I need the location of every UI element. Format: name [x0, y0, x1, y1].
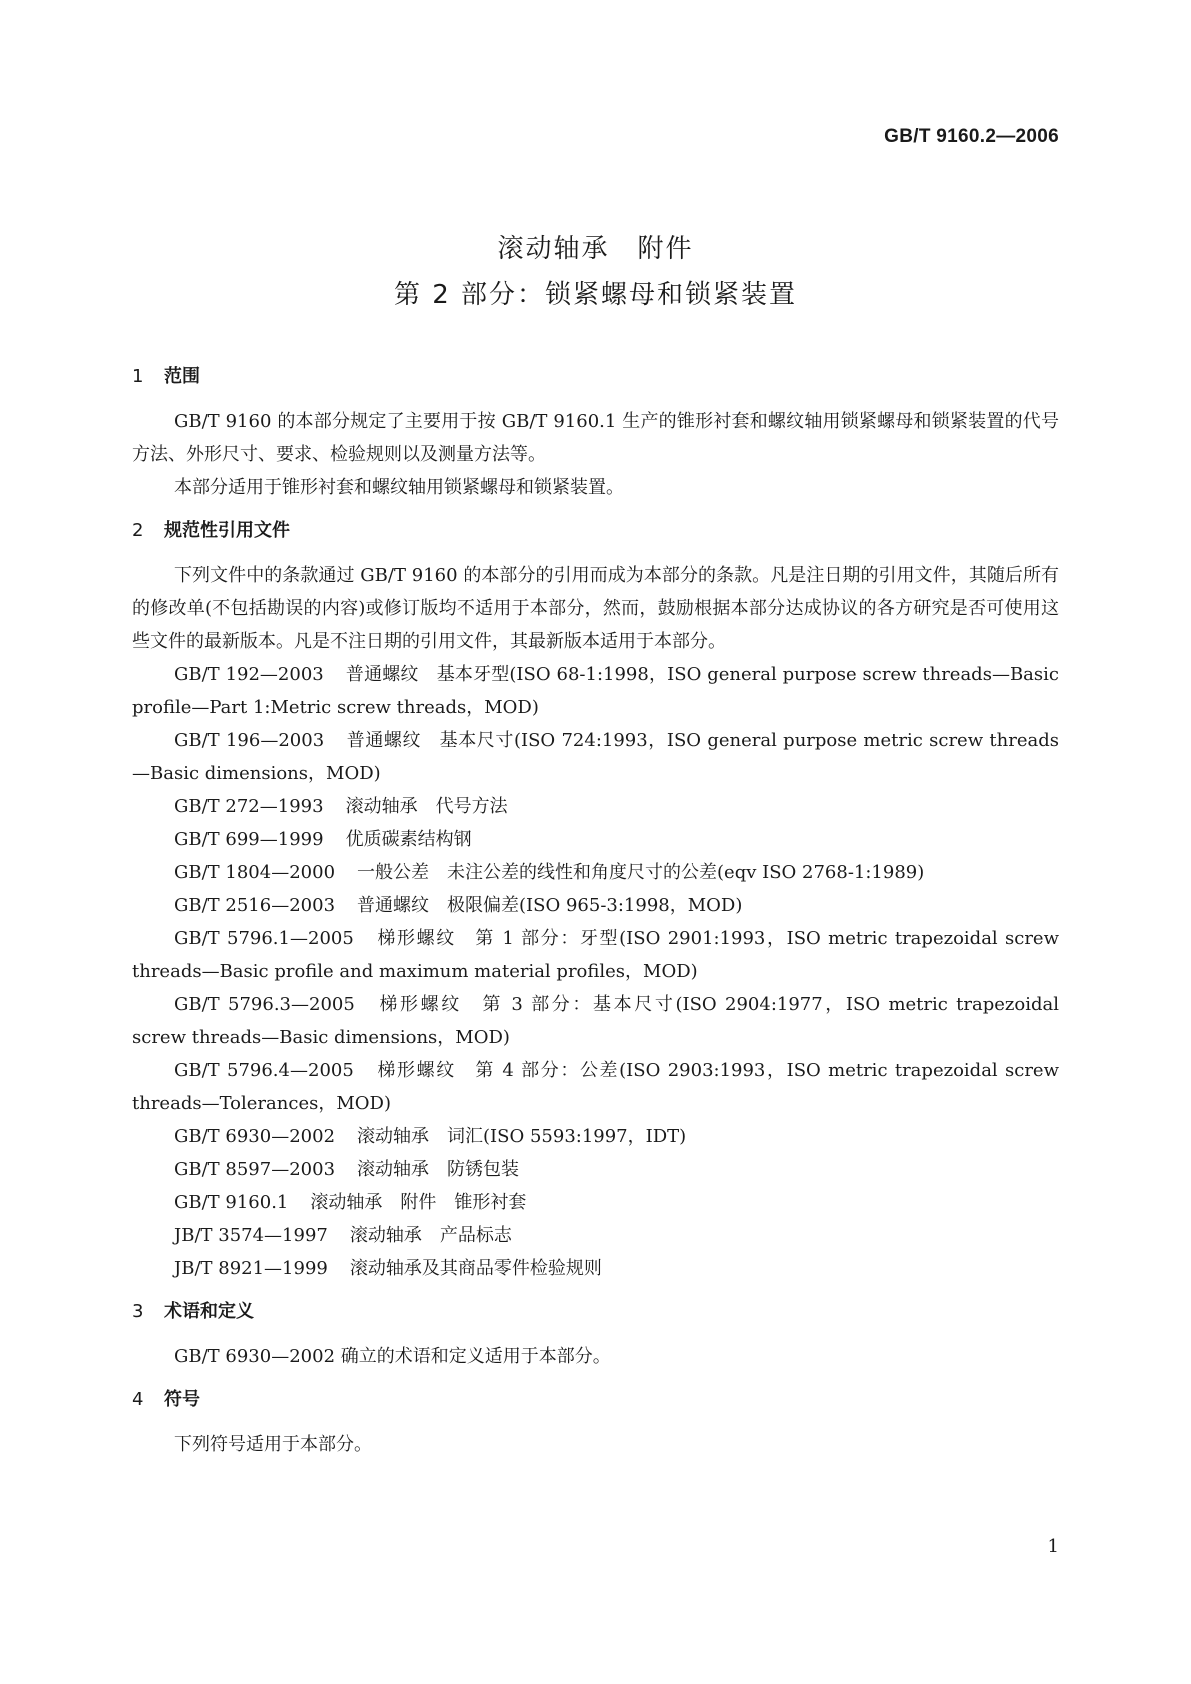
section-1-paragraph: GB/T 9160 的本部分规定了主要用于按 GB/T 9160.1 生产的锥形衬套和螺纹轴用锁紧螺母和锁紧装置的代号方法、外形尺寸、要求、检验规则以及测量方法等。 — [132, 411, 1059, 465]
reference-title: 滚动轴承 附件 锥形衬套 — [310, 1192, 527, 1213]
reference-title: 滚动轴承 词汇(ISO 5593:1997，IDT) — [357, 1126, 687, 1147]
reference-code: GB/T 272—1993 — [174, 796, 324, 817]
reference-item — [132, 922, 1059, 988]
reference-title: 滚动轴承 代号方法 — [345, 796, 508, 817]
reference-item — [132, 1186, 1059, 1219]
reference-title: 普通螺纹 基本尺寸(ISO 724:1993，ISO general purpose metric screw threads—Basic dimensions，MOD) — [132, 730, 1059, 784]
section-2-intro: 下列文件中的条款通过 GB/T 9160 的本部分的引用而成为本部分的条款。凡是注日期的引用文件，其随后所有的修改单(不包括勘误的内容)或修订版均不适用于本部分，然而，鼓励根据本部分达成协议的各方研究是否可使用这些文件的最新版本。凡是不注日期的引用文件，其最新版本适用于本部分。 — [132, 565, 1059, 652]
section-4-heading — [132, 1383, 1059, 1416]
reference-item — [132, 856, 1059, 889]
reference-code: GB/T 1804—2000 — [174, 862, 336, 883]
page-number: 1 — [1047, 1536, 1059, 1557]
reference-code: GB/T 196—2003 — [174, 730, 325, 751]
section-title: 范围 — [164, 366, 200, 387]
document-title-line1: 滚动轴承 附件 — [497, 234, 694, 264]
reference-item — [132, 1054, 1059, 1120]
reference-item — [132, 790, 1059, 823]
reference-code: GB/T 192—2003 — [174, 664, 324, 685]
reference-code: JB/T 3574—1997 — [174, 1225, 328, 1246]
reference-code: GB/T 5796.1—2005 — [174, 928, 354, 949]
section-number: 2 — [132, 520, 144, 541]
standard-number: GB/T 9160.2—2006 — [884, 126, 1059, 147]
reference-code: GB/T 5796.3—2005 — [174, 994, 355, 1015]
reference-item — [132, 1252, 1059, 1285]
reference-title: 普通螺纹 基本牙型(ISO 68-1:1998，ISO general purpose screw threads—Basic profile—Part 1:Metric screw threads，MOD) — [132, 664, 1059, 718]
reference-code: GB/T 5796.4—2005 — [174, 1060, 354, 1081]
reference-code: GB/T 2516—2003 — [174, 895, 336, 916]
section-1-heading — [132, 360, 1059, 393]
reference-title: 普通螺纹 极限偏差(ISO 965-3:1998，MOD) — [357, 895, 743, 916]
reference-code: GB/T 9160.1 — [174, 1192, 289, 1213]
section-4-paragraph: 下列符号适用于本部分。 — [174, 1434, 372, 1455]
section-number: 4 — [132, 1389, 144, 1410]
section-title: 规范性引用文件 — [164, 520, 290, 541]
reference-item — [132, 1219, 1059, 1252]
reference-code: GB/T 6930—2002 — [174, 1126, 336, 1147]
document-body — [132, 360, 1059, 1461]
reference-item — [132, 1120, 1059, 1153]
reference-title: 滚动轴承 产品标志 — [349, 1225, 512, 1246]
reference-title: 梯形螺纹 第 1 部分：牙型(ISO 2901:1993，ISO metric trapezoidal screw threads—Basic profile and maximum material profiles，MOD) — [132, 928, 1059, 982]
section-2-heading — [132, 514, 1059, 547]
reference-title: 滚动轴承及其商品零件检验规则 — [349, 1258, 602, 1279]
reference-code: JB/T 8921—1999 — [174, 1258, 328, 1279]
section-1-paragraph: 本部分适用于锥形衬套和螺纹轴用锁紧螺母和锁紧装置。 — [174, 477, 624, 498]
document-title-line2: 第 2 部分：锁紧螺母和锁紧装置 — [393, 280, 798, 310]
section-number: 1 — [132, 366, 144, 387]
reference-title: 优质碳素结构钢 — [345, 829, 472, 850]
reference-title: 滚动轴承 防锈包装 — [357, 1159, 520, 1180]
reference-item — [132, 658, 1059, 724]
reference-title: 梯形螺纹 第 4 部分：公差(ISO 2903:1993，ISO metric trapezoidal screw threads—Tolerances，MOD) — [132, 1060, 1059, 1114]
section-3-heading — [132, 1295, 1059, 1328]
reference-item — [132, 823, 1059, 856]
reference-item — [132, 1153, 1059, 1186]
reference-code: GB/T 699—1999 — [174, 829, 324, 850]
reference-item — [132, 889, 1059, 922]
reference-title: 梯形螺纹 第 3 部分：基本尺寸(ISO 2904:1977，ISO metric trapezoidal screw threads—Basic dimensions，MOD) — [132, 994, 1059, 1048]
section-number: 3 — [132, 1301, 144, 1322]
reference-title: 一般公差 未注公差的线性和角度尺寸的公差(eqv ISO 2768-1:1989) — [357, 862, 925, 883]
section-title: 术语和定义 — [164, 1301, 254, 1322]
reference-item — [132, 724, 1059, 790]
reference-item — [132, 988, 1059, 1054]
section-3-paragraph: GB/T 6930—2002 确立的术语和定义适用于本部分。 — [174, 1346, 611, 1367]
reference-code: GB/T 8597—2003 — [174, 1159, 336, 1180]
section-title: 符号 — [164, 1389, 200, 1410]
